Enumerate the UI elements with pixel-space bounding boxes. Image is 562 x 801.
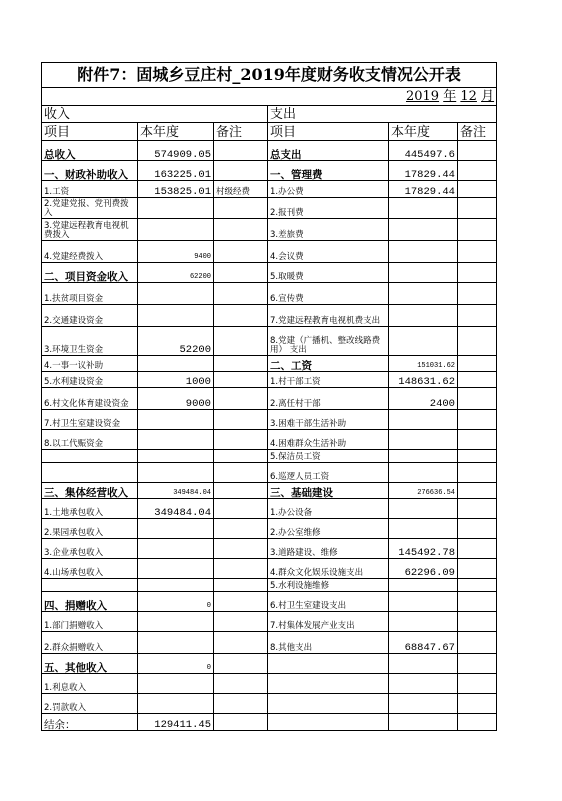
page-title: 附件7：固城乡豆庄村_2019年度财务收支情况公开表	[42, 63, 497, 88]
expense-note	[458, 450, 497, 463]
expense-item: 8.党建（广播机、整改线路费用） 支出	[268, 327, 389, 356]
expense-note	[458, 410, 497, 430]
expense-amount	[389, 198, 458, 219]
expense-amount	[389, 410, 458, 430]
income-note	[214, 283, 268, 305]
income-item: 2.群众捐赠收入	[42, 632, 138, 654]
expense-item: 1.村干部工资	[268, 372, 389, 388]
income-amount	[138, 539, 214, 559]
expense-amount: 145492.78	[389, 539, 458, 559]
expense-amount	[389, 241, 458, 263]
finance-table	[41, 62, 497, 731]
income-amount: 153825.01	[138, 181, 214, 198]
income-note-header: 备注	[214, 123, 268, 141]
report-date	[42, 88, 497, 106]
expense-item: 总支出	[268, 141, 389, 161]
table-row	[42, 519, 497, 539]
income-amount: 52200	[138, 327, 214, 356]
income-amount	[138, 283, 214, 305]
expense-item: 2.离任村干部	[268, 388, 389, 410]
income-item-header: 项目	[42, 123, 138, 141]
expense-item: 6.村卫生室建设支出	[268, 592, 389, 612]
table-row	[42, 559, 497, 579]
expense-item: 4.困难群众生活补助	[268, 430, 389, 450]
income-item: 5.水利建设资金	[42, 372, 138, 388]
expense-item: 二、工资	[268, 356, 389, 372]
income-item: 7.村卫生室建设资金	[42, 410, 138, 430]
expense-amount	[389, 499, 458, 519]
expense-note	[458, 714, 497, 731]
expense-note	[458, 632, 497, 654]
income-item	[42, 463, 138, 483]
expense-item: 4.会议费	[268, 241, 389, 263]
income-note	[214, 430, 268, 450]
income-amount	[138, 463, 214, 483]
expense-note	[458, 161, 497, 181]
table-row	[42, 499, 497, 519]
table-row	[42, 483, 497, 499]
expense-amount: 2400	[389, 388, 458, 410]
expense-note	[458, 327, 497, 356]
table-row	[42, 410, 497, 430]
income-amount	[138, 356, 214, 372]
income-item: 结余：	[42, 714, 138, 731]
expense-item: 一、管理费	[268, 161, 389, 181]
income-item: 五、其他收入	[42, 654, 138, 674]
income-amount	[138, 519, 214, 539]
income-note	[214, 141, 268, 161]
expense-amount	[389, 612, 458, 632]
expense-year-header: 本年度	[389, 123, 458, 141]
income-amount	[138, 219, 214, 241]
table-row	[42, 539, 497, 559]
income-amount: 1000	[138, 372, 214, 388]
expense-note	[458, 263, 497, 283]
table-row	[42, 327, 497, 356]
expense-item: 7.党建远程教育电视机费支出	[268, 305, 389, 327]
expense-note	[458, 483, 497, 499]
expense-amount	[389, 463, 458, 483]
table-row	[42, 654, 497, 674]
expense-amount: 17829.44	[389, 181, 458, 198]
expense-note	[458, 141, 497, 161]
income-amount	[138, 674, 214, 694]
income-item: 1.扶贫项目资金	[42, 283, 138, 305]
expense-amount	[389, 219, 458, 241]
income-item: 4.一事一议补助	[42, 356, 138, 372]
expense-amount	[389, 430, 458, 450]
income-note	[214, 198, 268, 219]
expense-item: 8.其他支出	[268, 632, 389, 654]
income-amount	[138, 579, 214, 592]
expense-item: 4.群众文化娱乐设施支出	[268, 559, 389, 579]
date-month: 12	[460, 89, 477, 104]
expense-amount: 445497.6	[389, 141, 458, 161]
income-note	[214, 612, 268, 632]
expense-amount	[389, 263, 458, 283]
expense-item: 6.巡逻人员工资	[268, 463, 389, 483]
income-amount	[138, 198, 214, 219]
income-amount	[138, 450, 214, 463]
income-note	[214, 694, 268, 714]
expense-item: 5.保洁员工资	[268, 450, 389, 463]
expense-item	[268, 674, 389, 694]
expense-item-header: 项目	[268, 123, 389, 141]
income-note	[214, 356, 268, 372]
expense-note	[458, 499, 497, 519]
expense-amount: 148631.62	[389, 372, 458, 388]
expense-note	[458, 198, 497, 219]
income-note	[214, 483, 268, 499]
table-row	[42, 388, 497, 410]
income-note	[214, 714, 268, 731]
income-item: 4.山场承包收入	[42, 559, 138, 579]
income-item: 2.罚款收入	[42, 694, 138, 714]
expense-amount: 276636.54	[389, 483, 458, 499]
income-note	[214, 388, 268, 410]
expense-item	[268, 714, 389, 731]
expense-item: 3.道路建设、维修	[268, 539, 389, 559]
expense-note	[458, 463, 497, 483]
expense-note	[458, 283, 497, 305]
expense-amount: 62296.09	[389, 559, 458, 579]
income-amount: 62200	[138, 263, 214, 283]
date-year-unit: 年	[443, 89, 457, 104]
income-item: 3.党建远程教育电视机费拨入	[42, 219, 138, 241]
expense-item: 三、基础建设	[268, 483, 389, 499]
income-note	[214, 559, 268, 579]
expense-amount	[389, 579, 458, 592]
expense-item: 1.办公设备	[268, 499, 389, 519]
income-note	[214, 499, 268, 519]
income-amount	[138, 430, 214, 450]
table-row	[42, 283, 497, 305]
expense-note	[458, 694, 497, 714]
expense-item: 7.村集体发展产业支出	[268, 612, 389, 632]
income-item: 2.党建党报、党刊费拨入	[42, 198, 138, 219]
income-note	[214, 241, 268, 263]
income-note	[214, 410, 268, 430]
income-amount	[138, 559, 214, 579]
income-item: 总收入	[42, 141, 138, 161]
income-amount	[138, 305, 214, 327]
income-item: 1.工资	[42, 181, 138, 198]
income-note	[214, 327, 268, 356]
income-item: 2.果园承包收入	[42, 519, 138, 539]
expense-item: 2.报刊费	[268, 198, 389, 219]
expense-note	[458, 592, 497, 612]
income-note	[214, 161, 268, 181]
date-month-unit: 月	[481, 89, 495, 104]
expense-item: 5.水利设施维修	[268, 579, 389, 592]
expense-item: 5.取暖费	[268, 263, 389, 283]
table-row	[42, 632, 497, 654]
expense-note	[458, 579, 497, 592]
expense-note	[458, 372, 497, 388]
income-item: 二、项目资金收入	[42, 263, 138, 283]
expense-item: 3.差旅费	[268, 219, 389, 241]
expense-note	[458, 612, 497, 632]
income-amount: 9000	[138, 388, 214, 410]
income-item: 4.党建经费拨入	[42, 241, 138, 263]
expense-note	[458, 654, 497, 674]
income-note: 村级经费	[214, 181, 268, 198]
income-item: 6.村文化体育建设资金	[42, 388, 138, 410]
expense-note	[458, 181, 497, 198]
expense-note	[458, 519, 497, 539]
income-item	[42, 579, 138, 592]
income-amount	[138, 694, 214, 714]
income-item	[42, 450, 138, 463]
income-note	[214, 450, 268, 463]
expense-amount	[389, 654, 458, 674]
income-amount	[138, 632, 214, 654]
table-row	[42, 694, 497, 714]
table-row	[42, 430, 497, 450]
income-note	[214, 219, 268, 241]
income-amount: 163225.01	[138, 161, 214, 181]
expense-amount: 17829.44	[389, 161, 458, 181]
expense-note	[458, 559, 497, 579]
income-item: 8.以工代赈资金	[42, 430, 138, 450]
expense-note	[458, 430, 497, 450]
income-item: 三、集体经营收入	[42, 483, 138, 499]
table-row	[42, 463, 497, 483]
table-row	[42, 674, 497, 694]
expense-amount: 68847.67	[389, 632, 458, 654]
expense-amount	[389, 305, 458, 327]
expense-item: 3.困难干部生活补助	[268, 410, 389, 430]
income-note	[214, 579, 268, 592]
expense-note-header: 备注	[458, 123, 497, 141]
expense-note	[458, 539, 497, 559]
income-note	[214, 592, 268, 612]
table-row	[42, 198, 497, 219]
income-item: 1.土地承包收入	[42, 499, 138, 519]
income-amount: 129411.45	[138, 714, 214, 731]
income-item: 一、财政补助收入	[42, 161, 138, 181]
income-item: 3.环境卫生资金	[42, 327, 138, 356]
income-amount: 9400	[138, 241, 214, 263]
expense-amount: 151031.62	[389, 356, 458, 372]
income-amount: 0	[138, 592, 214, 612]
income-amount: 574909.05	[138, 141, 214, 161]
table-row	[42, 305, 497, 327]
expense-item: 2.办公室维修	[268, 519, 389, 539]
expense-amount	[389, 450, 458, 463]
income-amount	[138, 612, 214, 632]
table-row	[42, 181, 497, 198]
income-note	[214, 674, 268, 694]
table-row	[42, 450, 497, 463]
expense-note	[458, 388, 497, 410]
table-row	[42, 372, 497, 388]
expense-item: 6.宣传费	[268, 283, 389, 305]
expense-item	[268, 694, 389, 714]
income-item: 3.企业承包收入	[42, 539, 138, 559]
date-year: 2019	[405, 89, 440, 104]
expense-amount	[389, 674, 458, 694]
expense-note	[458, 305, 497, 327]
income-item: 1.部门捐赠收入	[42, 612, 138, 632]
income-item: 2.交通建设资金	[42, 305, 138, 327]
income-item: 四、捐赠收入	[42, 592, 138, 612]
table-row	[42, 263, 497, 283]
table-row	[42, 612, 497, 632]
expense-amount	[389, 694, 458, 714]
income-item: 1.利息收入	[42, 674, 138, 694]
expense-amount	[389, 519, 458, 539]
income-note	[214, 654, 268, 674]
table-row	[42, 161, 497, 181]
income-note	[214, 539, 268, 559]
expense-note	[458, 356, 497, 372]
expense-amount	[389, 283, 458, 305]
expense-amount	[389, 592, 458, 612]
expense-note	[458, 241, 497, 263]
table-row	[42, 579, 497, 592]
income-note	[214, 519, 268, 539]
expense-note	[458, 674, 497, 694]
income-amount: 349484.04	[138, 483, 214, 499]
expense-note	[458, 219, 497, 241]
table-row	[42, 714, 497, 731]
table-row	[42, 241, 497, 263]
income-note	[214, 372, 268, 388]
expense-amount	[389, 714, 458, 731]
income-year-header: 本年度	[138, 123, 214, 141]
table-row	[42, 592, 497, 612]
table-row	[42, 219, 497, 241]
income-amount: 349484.04	[138, 499, 214, 519]
income-amount: 0	[138, 654, 214, 674]
income-section-label: 收入	[42, 106, 268, 123]
table-row	[42, 141, 497, 161]
expense-section-label: 支出	[268, 106, 497, 123]
income-note	[214, 463, 268, 483]
income-note	[214, 263, 268, 283]
income-note	[214, 632, 268, 654]
table-row	[42, 356, 497, 372]
expense-amount	[389, 327, 458, 356]
expense-item	[268, 654, 389, 674]
expense-item: 1.办公费	[268, 181, 389, 198]
income-amount	[138, 410, 214, 430]
income-note	[214, 305, 268, 327]
